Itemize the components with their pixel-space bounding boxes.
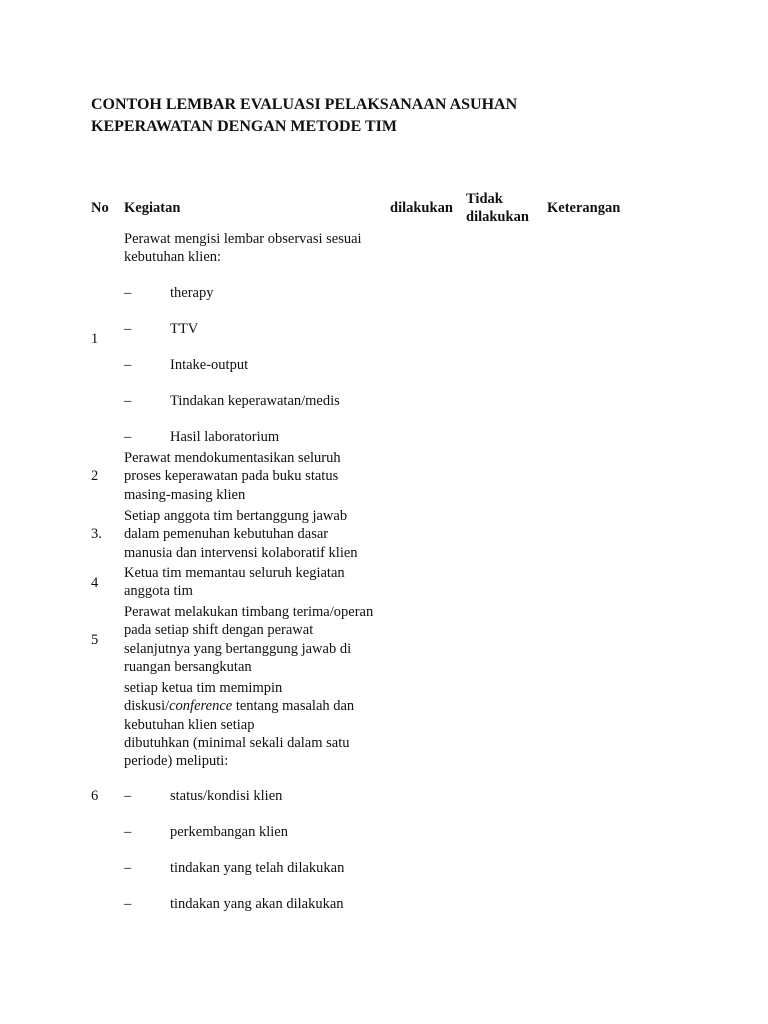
row-activity	[124, 230, 386, 267]
activity-line: kebutuhan klien:	[124, 249, 222, 266]
activity-line: manusia dan intervensi kolaboratif klien	[124, 544, 358, 561]
activity-line: setiap ketua tim memimpin	[124, 680, 283, 696]
activity-line: proses keperawatan pada buku status	[124, 468, 339, 485]
dash-bullet: –	[124, 788, 132, 804]
list-item-text: perkembangan klien	[170, 824, 288, 840]
row-activity	[124, 449, 386, 504]
dash-bullet: –	[124, 321, 132, 337]
activity-text: diskusi/	[124, 698, 170, 715]
activity-line: Setiap anggota tim bertanggung jawab	[124, 508, 348, 524]
row-activity	[124, 564, 386, 601]
list-item-text: tindakan yang telah dilakukan	[170, 860, 345, 876]
row-activity	[124, 603, 386, 676]
document-title	[91, 94, 517, 138]
list-item-text: Hasil laboratorium	[170, 429, 280, 445]
header-keterangan: Keterangan	[547, 200, 621, 216]
row-number: 5	[91, 632, 99, 648]
header-tidak-dilakukan	[466, 190, 529, 226]
row-activity	[124, 679, 386, 770]
header-no: No	[91, 200, 109, 216]
activity-text-italic: conference	[169, 698, 233, 715]
list-item-text: therapy	[170, 285, 214, 301]
activity-line: dalam pemenuhan kebutuhan dasar	[124, 526, 329, 543]
activity-line: Perawat mendokumentasikan seluruh	[124, 450, 341, 466]
activity-line	[124, 697, 386, 715]
list-item-text: Tindakan keperawatan/medis	[170, 393, 340, 409]
dash-bullet: –	[124, 896, 132, 912]
activity-line: Perawat mengisi lembar observasi sesuai	[124, 231, 362, 247]
row-number: 1	[91, 331, 99, 347]
row-number: 6	[91, 788, 99, 804]
list-item-text: tindakan yang akan dilakukan	[170, 896, 344, 912]
dash-bullet: –	[124, 824, 132, 840]
header-tidak-line-2: dilakukan	[466, 209, 529, 225]
row-activity	[124, 507, 386, 562]
activity-line: masing-masing klien	[124, 486, 246, 503]
title-line-2: KEPERAWATAN DENGAN METODE TIM	[91, 118, 397, 135]
activity-line: periode) meliputi:	[124, 753, 229, 770]
header-kegiatan: Kegiatan	[124, 200, 181, 216]
row-number: 3.	[91, 526, 102, 542]
activity-text: tentang masalah dan	[232, 698, 355, 715]
activity-line: pada setiap shift dengan perawat	[124, 622, 314, 639]
dash-bullet: –	[124, 285, 132, 301]
title-line-1: CONTOH LEMBAR EVALUASI PELAKSANAAN ASUHAN	[91, 96, 518, 113]
list-item-text: status/kondisi klien	[170, 788, 283, 804]
activity-line: Ketua tim memantau seluruh kegiatan	[124, 565, 345, 581]
list-item-text: TTV	[170, 321, 199, 337]
header-dilakukan: dilakukan	[390, 200, 453, 216]
activity-line: Perawat melakukan timbang terima/operan	[124, 604, 374, 620]
row-number: 4	[91, 575, 99, 591]
activity-line: ruangan bersangkutan	[124, 658, 252, 675]
header-tidak-line-1: Tidak	[466, 191, 503, 207]
activity-line: kebutuhan klien setiap	[124, 716, 255, 733]
activity-line: selanjutnya yang bertanggung jawab di	[124, 640, 352, 657]
dash-bullet: –	[124, 357, 132, 373]
dash-bullet: –	[124, 860, 132, 876]
activity-line: dibutuhkan (minimal sekali dalam satu	[124, 734, 350, 751]
dash-bullet: –	[124, 393, 132, 409]
activity-line: anggota tim	[124, 583, 193, 600]
list-item-text: Intake-output	[170, 357, 249, 373]
dash-bullet: –	[124, 429, 132, 445]
row-number: 2	[91, 468, 99, 484]
